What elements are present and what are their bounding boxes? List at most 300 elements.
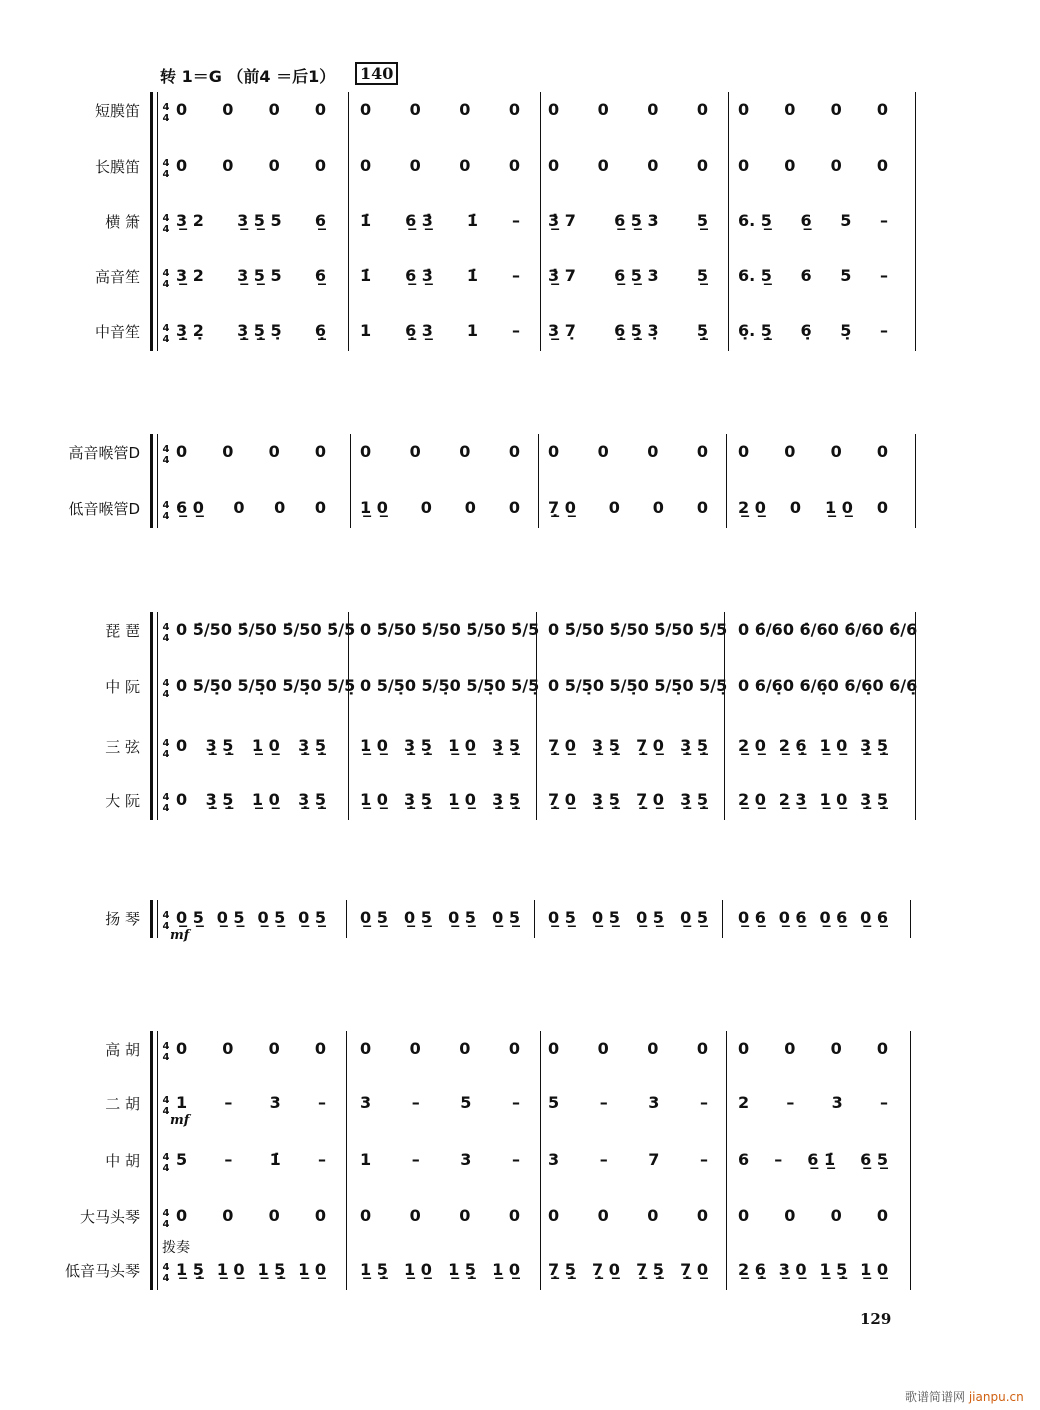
note: 3̲̣ 5̲̣ <box>205 736 234 755</box>
note: 6. 5̲ <box>738 266 772 285</box>
note: 7̲̣ 0̲ <box>548 498 576 517</box>
note: 0 <box>738 100 750 119</box>
note: 0 6̇/6 <box>827 620 873 639</box>
note: 6̲ <box>314 211 326 230</box>
measure <box>738 498 888 522</box>
note: 3̲̣ 5̲̣ <box>860 736 888 755</box>
note: 0 <box>548 1039 560 1058</box>
note: 0 6̇/6 <box>738 620 783 639</box>
note: 3̲̇ 7 <box>548 266 576 285</box>
note: 3̲̣ 5̲̣ <box>860 790 888 809</box>
ts-bottom: 4 <box>162 689 170 700</box>
ts-bottom: 4 <box>162 1163 170 1174</box>
ts-top: 4 <box>162 158 170 169</box>
note: 6̲ 3̲̇ <box>405 266 433 285</box>
note: 3̲̣ 5̲̣ <box>680 736 708 755</box>
measure <box>738 1093 888 1117</box>
note: 0 <box>508 156 520 175</box>
note: 0 5̇/5 <box>310 620 356 639</box>
ts-bottom: 4 <box>162 334 170 345</box>
note: 1̲ 0̲ <box>404 1260 432 1279</box>
instrument-name: 中 胡 <box>105 1152 140 1170</box>
note: 0 <box>784 1206 796 1225</box>
note: 7̲̣ 0̲ <box>636 736 664 755</box>
measure <box>548 1150 708 1174</box>
note: 0 <box>176 442 188 461</box>
note: – <box>511 266 520 285</box>
ts-bottom: 4 <box>162 511 170 522</box>
time-signature <box>161 268 171 290</box>
time-signature <box>161 1041 171 1063</box>
note: 7̲̣ 5̲̣ <box>548 1260 576 1279</box>
measure <box>360 908 520 932</box>
note: 0̲ 5̲ <box>636 908 664 927</box>
measure <box>548 1260 708 1284</box>
staff-row <box>0 317 1040 347</box>
ts-top: 4 <box>162 1041 170 1052</box>
measure <box>738 211 888 235</box>
instrument-name: 大马头琴 <box>79 1208 140 1226</box>
note: 1̇ <box>360 211 372 230</box>
measure <box>548 790 708 814</box>
note: 6̲̣ 3̲ <box>405 321 433 340</box>
note: 0 <box>830 156 842 175</box>
note: 3 <box>360 1093 372 1112</box>
ts-bottom: 4 <box>162 921 170 932</box>
note: 0̲ 5̲ <box>548 908 576 927</box>
watermark <box>905 1388 1024 1405</box>
note: 1̲ 5̲̣ <box>257 1260 286 1279</box>
note: 0 <box>314 1206 326 1225</box>
instrument-name: 二 胡 <box>105 1095 140 1113</box>
note: 0 <box>876 498 888 517</box>
note: 3̲ 5̲ 5 <box>237 266 282 285</box>
note: 3̲̣ 5̲̣ <box>492 790 520 809</box>
note: 2 <box>738 1093 750 1112</box>
note: 6̣. 5̲̣ <box>738 321 772 340</box>
note: 0 <box>268 442 280 461</box>
note: – <box>699 1093 708 1112</box>
measure <box>738 100 888 124</box>
time-signature <box>161 678 171 700</box>
note: 0 <box>508 1039 520 1058</box>
measure <box>738 1206 888 1230</box>
note: 3 <box>831 1093 843 1112</box>
measure <box>548 211 708 235</box>
note: 0 5̇/5 <box>265 620 311 639</box>
note: 0 <box>696 1206 708 1225</box>
note: – <box>511 1150 520 1169</box>
note: 0 <box>314 156 326 175</box>
note: 0 <box>597 442 609 461</box>
instrument-name: 短膜笛 <box>94 102 140 120</box>
note: 0 <box>548 100 560 119</box>
measure <box>738 790 888 814</box>
measure <box>738 1260 888 1284</box>
note: 3̲̇ 7 <box>548 211 576 230</box>
ts-top: 4 <box>162 268 170 279</box>
measure <box>360 498 520 522</box>
staff-row <box>0 1089 1040 1119</box>
note: 0̲ 6̲ <box>819 908 848 927</box>
note: – <box>786 1093 795 1112</box>
note: 1̲ 5̲̣ <box>448 1260 476 1279</box>
note: 0 <box>268 1039 280 1058</box>
note: 0 5̇/5 <box>494 620 540 639</box>
note: 0 <box>830 442 842 461</box>
measure <box>360 676 540 700</box>
note: 7̲̣ 0̲ <box>548 790 576 809</box>
note: 0 5/5̣ <box>494 676 540 695</box>
measure <box>360 100 520 124</box>
note: 0 <box>830 100 842 119</box>
note: 0 <box>696 1039 708 1058</box>
note: 6̲ 5̲ 3 <box>614 266 659 285</box>
note: – <box>879 266 888 285</box>
ts-top: 4 <box>162 622 170 633</box>
note: 0 5/5̣ <box>220 676 266 695</box>
measure <box>176 1206 326 1230</box>
ts-bottom: 4 <box>162 1106 170 1117</box>
note: 0̲ 5̲ <box>492 908 520 927</box>
note: 5 <box>460 1093 472 1112</box>
note: 0 <box>268 156 280 175</box>
note: 0 <box>409 100 421 119</box>
note: 0 <box>876 1039 888 1058</box>
note: 0 <box>696 498 708 517</box>
note: 0 5̇/5 <box>176 620 221 639</box>
instrument-name: 横 箫 <box>105 213 140 231</box>
time-signature <box>161 738 171 760</box>
note: 0 <box>647 100 659 119</box>
note: 0 <box>222 442 234 461</box>
note: 0 <box>876 100 888 119</box>
note: 0 <box>789 498 801 517</box>
note: 5 <box>548 1093 560 1112</box>
note: – <box>224 1150 233 1169</box>
note: 6. 5̲ <box>738 211 772 230</box>
note: 3̲̣ 5̲̣ 5̣ <box>237 321 282 340</box>
measure <box>176 676 356 700</box>
note: 0 <box>784 442 796 461</box>
note: 1̲ 0̲ <box>448 790 476 809</box>
note: 5 <box>840 211 852 230</box>
note: 1̲ 0̲ <box>251 736 280 755</box>
measure <box>738 442 888 466</box>
ts-top: 4 <box>162 323 170 334</box>
note: 6̲ 0̲ <box>176 498 204 517</box>
instrument-name: 低音喉管D <box>68 500 140 518</box>
note: 0 <box>420 498 432 517</box>
note: 0 6/6̣ <box>872 676 918 695</box>
measure <box>176 1260 326 1284</box>
ts-top: 4 <box>162 500 170 511</box>
staff-row <box>0 1035 1040 1065</box>
measure <box>360 1150 520 1174</box>
ts-bottom: 4 <box>162 224 170 235</box>
note: 0 <box>508 1206 520 1225</box>
note: 0 <box>409 1206 421 1225</box>
note: 0 <box>876 156 888 175</box>
note: 0 <box>176 100 188 119</box>
note: 0 <box>222 156 234 175</box>
note: – <box>411 1093 420 1112</box>
note: 0 <box>360 442 372 461</box>
note: 5 <box>176 1150 188 1169</box>
note: – <box>879 321 888 340</box>
note: 0 <box>548 1206 560 1225</box>
measure <box>738 156 888 180</box>
note: 1̇ <box>466 266 479 285</box>
measure <box>360 442 520 466</box>
note: 0 <box>784 156 796 175</box>
measure <box>548 266 708 290</box>
note: – <box>511 1093 520 1112</box>
note: 0 <box>784 1039 796 1058</box>
note: 0 <box>508 100 520 119</box>
instrument-name: 三 弦 <box>105 738 140 756</box>
note: 6̲̣ 5̲̣ 3̣ <box>614 321 659 340</box>
staff-row <box>0 1256 1040 1286</box>
note: – <box>224 1093 233 1112</box>
note: 3 <box>548 1150 560 1169</box>
measure <box>360 1260 520 1284</box>
note: 0 <box>314 442 326 461</box>
measure <box>176 321 326 345</box>
note: 1 <box>176 1093 188 1112</box>
note: 0 <box>738 156 750 175</box>
measure <box>176 156 326 180</box>
note: 0 <box>508 442 520 461</box>
note: 6̣ <box>800 321 812 340</box>
time-signature <box>161 500 171 522</box>
note: 0 5/5̣ <box>265 676 311 695</box>
dynamic-yangqin: mf <box>170 928 190 943</box>
note: – <box>879 211 888 230</box>
note: 5̣ <box>840 321 852 340</box>
note: 0 <box>409 442 421 461</box>
note: – <box>317 1150 326 1169</box>
note: 7̲̣ 0̲ <box>636 790 664 809</box>
ts-top: 4 <box>162 444 170 455</box>
note: 0̲ 6̲ <box>778 908 807 927</box>
ts-top: 4 <box>162 910 170 921</box>
instrument-name: 扬 琴 <box>105 910 140 928</box>
note: 3̲ 7̣ <box>548 321 576 340</box>
note: 5̲̣ <box>696 321 708 340</box>
note: 3̲̣ 5̲̣ <box>404 790 432 809</box>
note: 6̲ 5̲ 3 <box>614 211 659 230</box>
note: 0 <box>876 1206 888 1225</box>
note: 0 5/5̣ <box>404 676 450 695</box>
note: 7̲̣ 0̲ <box>548 736 576 755</box>
ts-top: 4 <box>162 738 170 749</box>
measure <box>360 736 520 760</box>
staff-row <box>0 207 1040 237</box>
ts-top: 4 <box>162 678 170 689</box>
measure <box>738 676 918 700</box>
note: 1̲ 0̲ <box>824 498 853 517</box>
note: 1̲ 0̲ <box>819 790 848 809</box>
measure <box>176 790 326 814</box>
instrument-name: 中音笙 <box>94 323 140 341</box>
note: 6̲ <box>314 266 326 285</box>
note: 7̲̣ 0̲ <box>592 1260 620 1279</box>
measure <box>360 266 520 290</box>
note: – <box>699 1150 708 1169</box>
note: 0 <box>409 156 421 175</box>
measure <box>176 620 356 644</box>
note: 0 <box>459 156 471 175</box>
note: – <box>879 1093 888 1112</box>
ts-bottom: 4 <box>162 1273 170 1284</box>
note: 0 <box>696 100 708 119</box>
note: 0 <box>314 1039 326 1058</box>
note: 1 <box>360 321 372 340</box>
note: 0 <box>222 1206 234 1225</box>
note: – <box>511 211 520 230</box>
note: 0 <box>647 1206 659 1225</box>
staff-row <box>0 494 1040 524</box>
note: 0 <box>360 1206 372 1225</box>
note: 0̲ 5̲ <box>176 908 204 927</box>
measure <box>738 266 888 290</box>
note: 1̇ <box>466 211 479 230</box>
note: 0 <box>784 100 796 119</box>
note: 0̲ 5̲ <box>592 908 620 927</box>
note: 0 5/5̣ <box>682 676 728 695</box>
staff-row <box>0 1202 1040 1232</box>
note: 0 5/5̣ <box>548 676 593 695</box>
note: 0 <box>876 442 888 461</box>
note: 0 5/5̣ <box>310 676 356 695</box>
note: – <box>599 1093 608 1112</box>
note: 7̲̣ 0̲ <box>680 1260 708 1279</box>
time-signature <box>161 622 171 644</box>
note: 0 <box>548 442 560 461</box>
note: 0 5/5̣ <box>449 676 495 695</box>
measure <box>738 620 918 644</box>
note: 0 <box>597 100 609 119</box>
note: 3 <box>460 1150 472 1169</box>
note: 0 <box>314 100 326 119</box>
note: 1̲ 0̲ <box>360 790 388 809</box>
note: 0 <box>830 1206 842 1225</box>
measure <box>360 156 520 180</box>
measure <box>360 321 520 345</box>
note: 0 5̇/5 <box>592 620 638 639</box>
note: 0̲ 6̲ <box>860 908 888 927</box>
rehearsal-mark: 140 <box>355 62 398 85</box>
note: 0 <box>696 156 708 175</box>
instrument-name: 琵 琶 <box>105 622 140 640</box>
note: 1̲ 0̲ <box>251 790 280 809</box>
measure <box>738 1150 888 1174</box>
note: 0 <box>176 736 188 755</box>
note: 0 5/5̣ <box>176 676 221 695</box>
note: 3̲̣ 2̣ <box>176 321 204 340</box>
note: 0 <box>459 1039 471 1058</box>
note: – <box>511 321 520 340</box>
note: 3̲̣ 5̲̣ <box>592 790 620 809</box>
ts-top: 4 <box>162 102 170 113</box>
note: 0̲ 5̲ <box>298 908 326 927</box>
note: 2̲ 6̲̣ <box>738 1260 766 1279</box>
note: 0 <box>268 100 280 119</box>
note: 0 6̇/6 <box>782 620 828 639</box>
staff-row <box>0 262 1040 292</box>
note: 0 <box>459 1206 471 1225</box>
note: 0 <box>652 498 664 517</box>
ts-bottom: 4 <box>162 279 170 290</box>
note: 2̲ 0̲ <box>738 736 766 755</box>
note: 0 <box>459 100 471 119</box>
note: 0 5/5̣ <box>360 676 405 695</box>
measure <box>738 908 888 932</box>
measure <box>176 1150 326 1174</box>
ts-bottom: 4 <box>162 803 170 814</box>
watermark-domain: jianpu.cn <box>968 1390 1024 1404</box>
measure <box>176 100 326 124</box>
note: 6̲̣ <box>314 321 326 340</box>
instrument-name: 高音笙 <box>94 268 140 286</box>
measure <box>548 498 708 522</box>
instrument-name: 长膜笛 <box>94 158 140 176</box>
note: 0 <box>176 790 188 809</box>
note: 0 <box>696 442 708 461</box>
note: 0 6̇/6 <box>872 620 918 639</box>
note: 0̲ 5̲ <box>404 908 432 927</box>
note: 0 <box>274 498 286 517</box>
note: 3̲̣ 5̲̣ <box>492 736 520 755</box>
note: 6 <box>738 1150 750 1169</box>
time-signature <box>161 213 171 235</box>
note: 0 5/5̣ <box>637 676 683 695</box>
measure <box>548 321 708 345</box>
measure <box>738 736 888 760</box>
ts-bottom: 4 <box>162 113 170 124</box>
time-signature <box>161 792 171 814</box>
note: 0 5̇/5 <box>548 620 593 639</box>
ts-top: 4 <box>162 1152 170 1163</box>
note: 0 <box>597 1206 609 1225</box>
note: 0 <box>597 156 609 175</box>
staff-row <box>0 96 1040 126</box>
note: 0 <box>176 1039 188 1058</box>
note: 0 <box>738 1039 750 1058</box>
measure <box>548 620 728 644</box>
measure <box>360 620 540 644</box>
note: 2̲ 3̲ <box>778 790 807 809</box>
note: 1̲ 5̲̣ <box>819 1260 848 1279</box>
note: 6 <box>800 266 812 285</box>
note: 1̲ 0̲ <box>860 1260 888 1279</box>
time-signature <box>161 1208 171 1230</box>
note: 0 5̇/5 <box>449 620 495 639</box>
time-signature <box>161 323 171 345</box>
note: 0 <box>464 498 476 517</box>
note: 0 <box>360 156 372 175</box>
note: – <box>317 1093 326 1112</box>
note: 0 <box>360 1039 372 1058</box>
measure <box>548 156 708 180</box>
time-signature <box>161 1152 171 1174</box>
note: 0 <box>608 498 620 517</box>
note: 1̲ 5̲̣ <box>360 1260 388 1279</box>
instrument-name: 高 胡 <box>105 1041 140 1059</box>
measure <box>360 790 520 814</box>
note: 3̲ 2 <box>176 266 204 285</box>
